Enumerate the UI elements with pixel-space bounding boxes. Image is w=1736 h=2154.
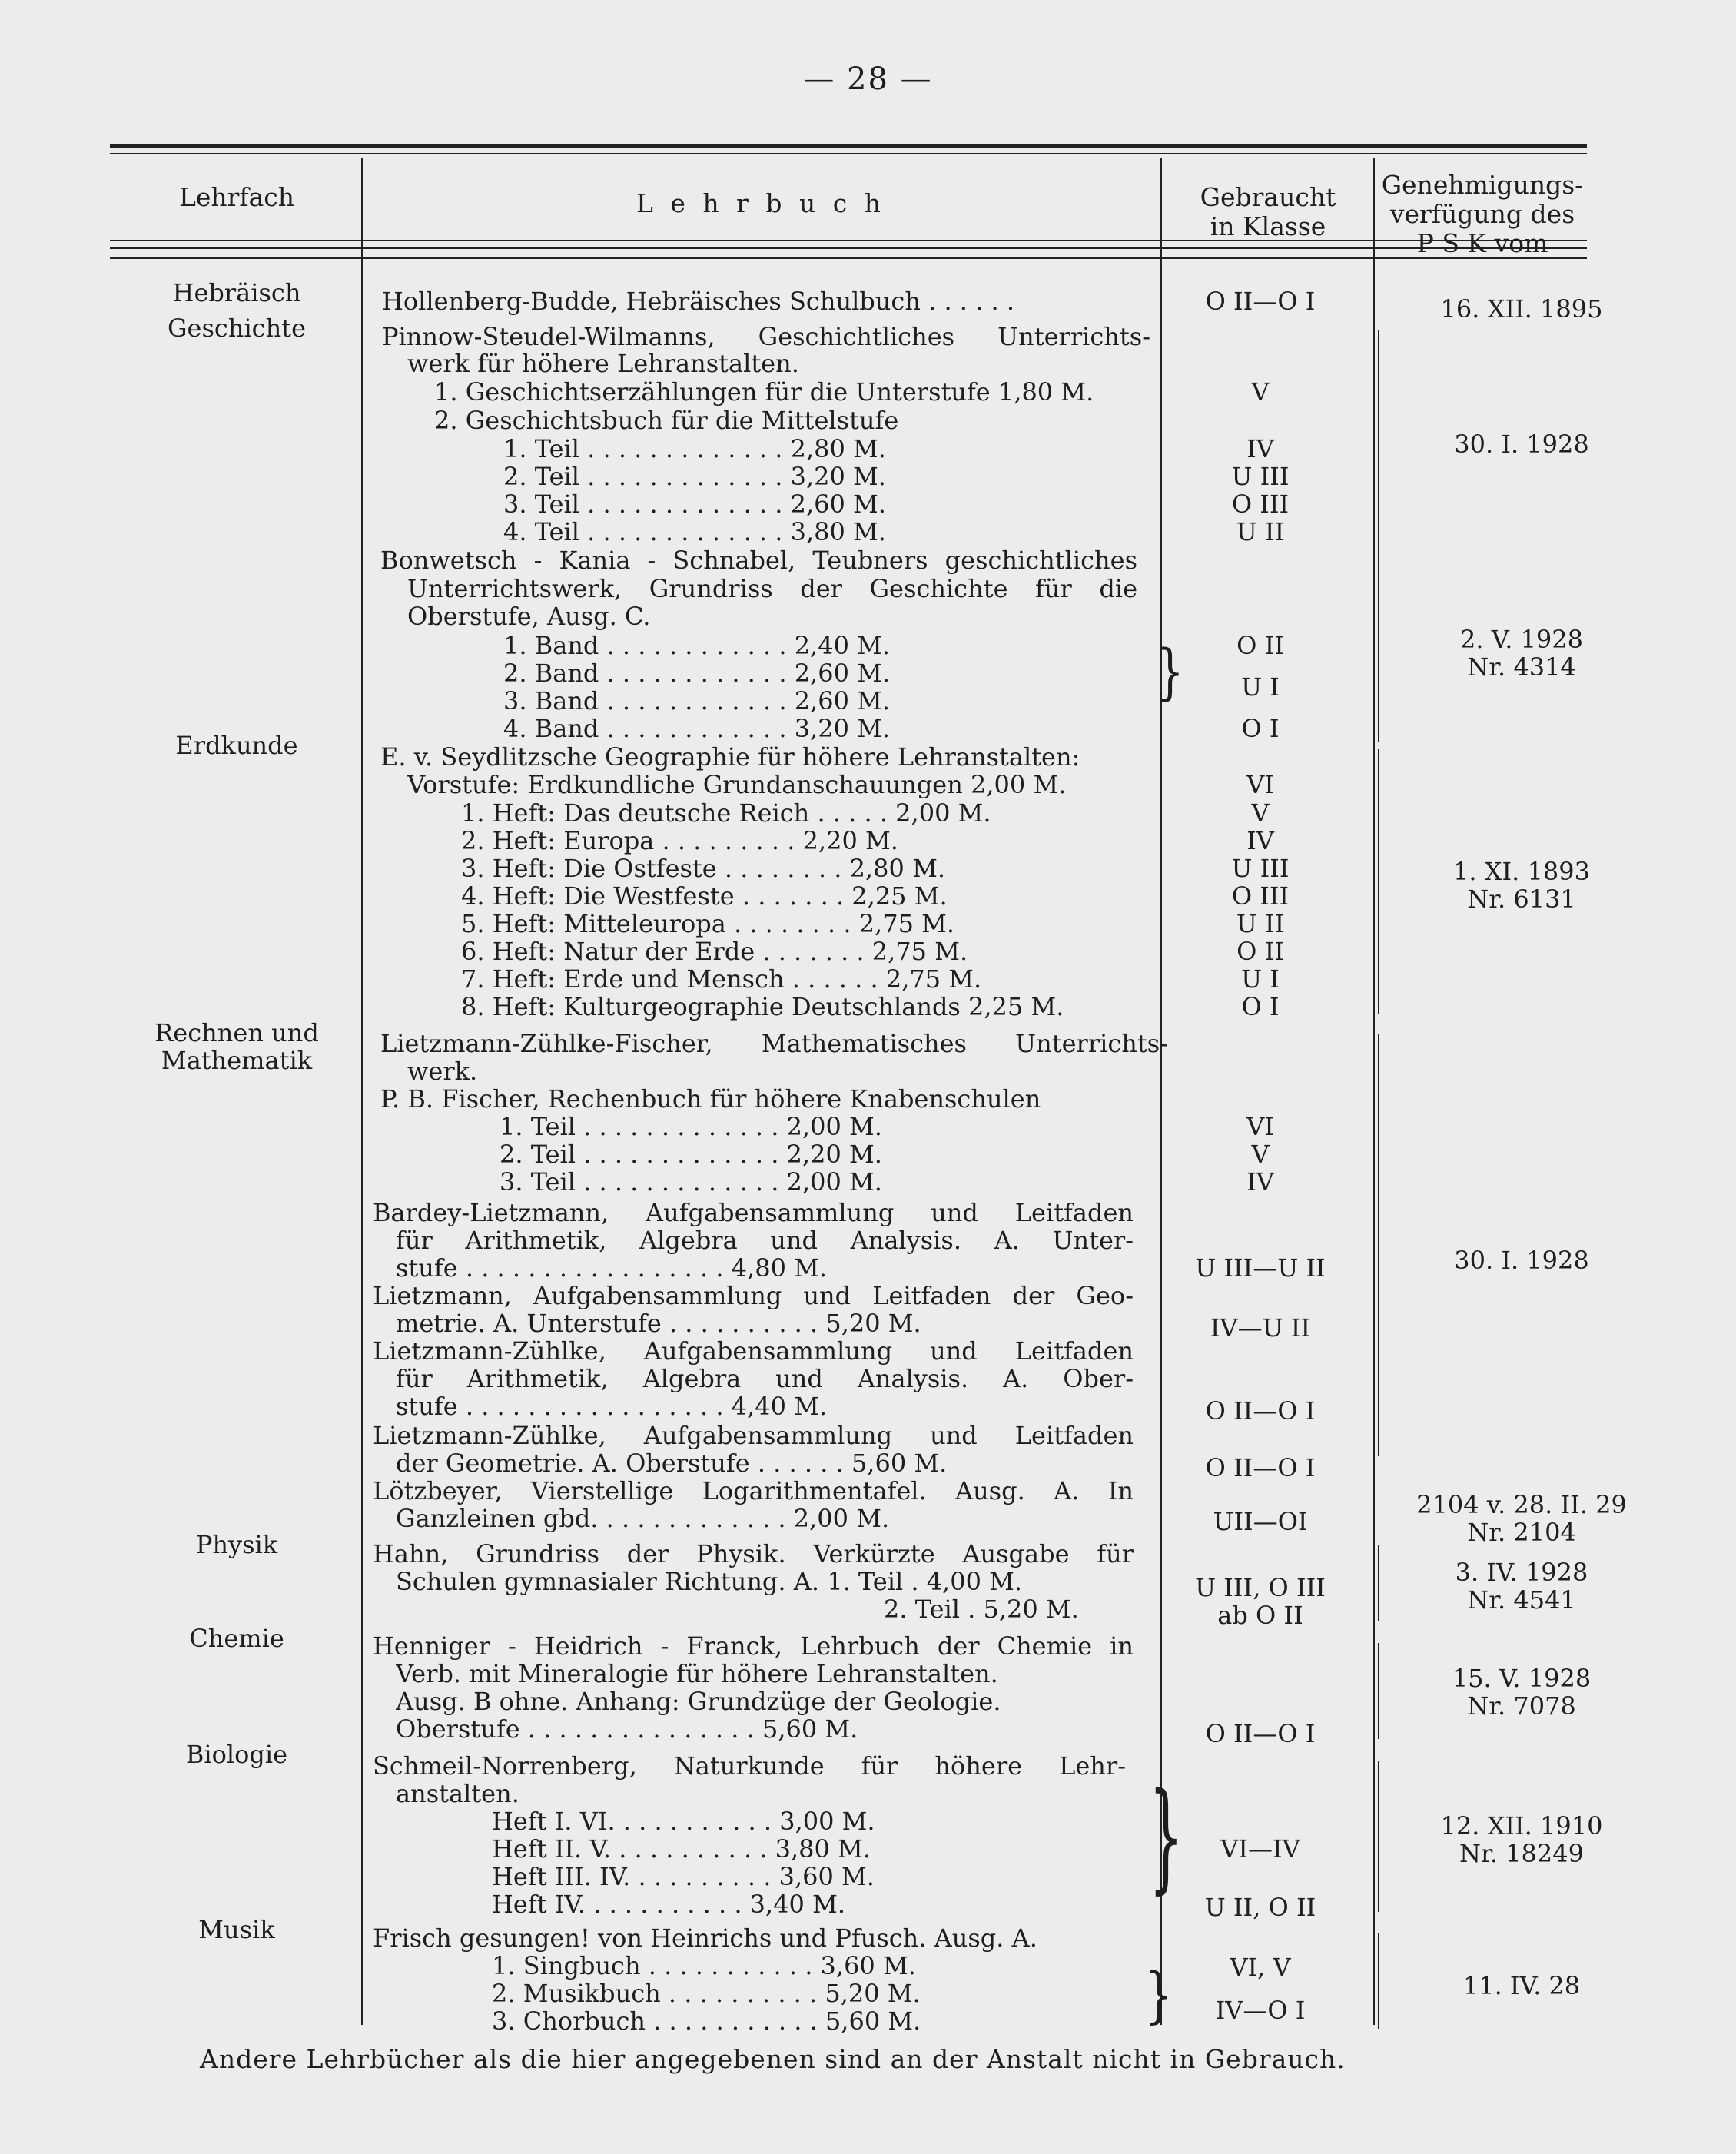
class-cell: IV	[1246, 826, 1274, 855]
date-cell: Nr. 4314	[1467, 652, 1576, 682]
subject-rechnen: Rechnen und	[154, 1018, 319, 1047]
textbook-line: Ganzleinen gbd. . . . . . . . . . . . . 2,00 M.	[396, 1505, 890, 1532]
textbook-line: 1. Teil . . . . . . . . . . . . . 2,00 M.	[500, 1113, 882, 1140]
class-cell: U II	[1236, 517, 1285, 546]
textbook-line: P. B. Fischer, Rechenbuch für höhere Knabenschulen	[380, 1085, 1041, 1113]
class-cell: UII—OI	[1213, 1507, 1308, 1536]
top-rule-thin	[110, 153, 1587, 154]
date-cell: Nr. 7078	[1467, 1691, 1576, 1721]
brace-icon: }	[1149, 1767, 1183, 1907]
class-cell: O II—O I	[1205, 287, 1316, 316]
class-cell: V	[1251, 1140, 1270, 1169]
textbook-line: 4. Heft: Die Westfeste . . . . . . . 2,25 M.	[461, 882, 948, 910]
textbook-line: Lietzmann-Zühlke-Fischer, Mathematisches Unterrichts-	[380, 1030, 1168, 1057]
textbook-line: 2. Musikbuch . . . . . . . . . . 5,20 M.	[492, 1980, 921, 2007]
textbook-line: Bonwetsch - Kania - Schnabel, Teubners geschichtliches	[380, 546, 1137, 574]
top-rule-thick	[110, 144, 1587, 148]
textbook-line: anstalten.	[396, 1780, 519, 1807]
class-cell: IV—O I	[1215, 1996, 1306, 2025]
date-cell: 3. IV. 1928	[1455, 1558, 1588, 1587]
textbook-line: 8. Heft: Kulturgeographie Deutschlands 2,25 M.	[461, 993, 1064, 1021]
textbook-line: der Geometrie. A. Oberstufe . . . . . . 5,60 M.	[396, 1449, 948, 1477]
textbook-line: 3. Chorbuch . . . . . . . . . . . 5,60 M.	[492, 2007, 921, 2035]
textbook-line: Pinnow-Steudel-Wilmanns, Geschichtliches Unterrichts-	[382, 323, 1150, 350]
subject-geschichte: Geschichte	[167, 314, 306, 343]
textbook-line: 2. Teil . 5,20 M.	[884, 1595, 1079, 1623]
date-cell: Nr. 6131	[1467, 885, 1576, 914]
header-rule-1	[110, 240, 1587, 241]
class-cell: IV	[1246, 434, 1274, 463]
textbook-line: Lötzbeyer, Vierstellige Logarithmentafel. Ausg. A. In	[373, 1477, 1134, 1505]
date-cell: 12. XII. 1910	[1440, 1811, 1603, 1840]
bracket-line	[1378, 1034, 1379, 1456]
textbook-line: E. v. Seydlitzsche Geographie für höhere Lehranstalten:	[380, 743, 1080, 771]
textbook-line: 1. Band . . . . . . . . . . . . 2,40 M.	[503, 632, 891, 659]
class-cell: VI	[1246, 1112, 1274, 1141]
textbook-line: Verb. mit Mineralogie für höhere Lehranstalten.	[396, 1660, 998, 1688]
textbook-line: Lietzmann, Aufgabensammlung und Leitfaden der Geo-	[373, 1282, 1134, 1309]
class-cell: VI, V	[1230, 1953, 1291, 1982]
class-cell: V	[1251, 377, 1270, 407]
textbook-line: werk für höhere Lehranstalten.	[407, 350, 799, 377]
textbook-line: Henniger - Heidrich - Franck, Lehrbuch der Chemie in	[373, 1632, 1134, 1660]
class-cell: O II	[1236, 631, 1284, 660]
textbook-line: 3. Teil . . . . . . . . . . . . . 2,00 M.	[500, 1168, 882, 1196]
date-cell: 16. XII. 1895	[1440, 294, 1603, 324]
textbook-line: Heft I. VI. . . . . . . . . . . 3,00 M.	[492, 1807, 875, 1835]
date-cell: 11. IV. 28	[1462, 1971, 1581, 2000]
textbook-line: 5. Heft: Mitteleuropa . . . . . . . . 2,75 M.	[461, 910, 955, 938]
textbook-line: Bardey-Lietzmann, Aufgabensammlung und Leitfaden	[373, 1199, 1134, 1226]
textbook-line: Oberstufe, Ausg. C.	[407, 602, 651, 630]
textbook-line: Lietzmann-Zühlke, Aufgabensammlung und Leitfaden	[373, 1337, 1134, 1365]
class-cell: U III	[1231, 462, 1290, 491]
textbook-line: 1. Heft: Das deutsche Reich . . . . . 2,00 M.	[461, 799, 991, 827]
textbook-line: Schulen gymnasialer Richtung. A. 1. Teil . 4,00 M.	[396, 1568, 1023, 1595]
class-cell: U II, O II	[1204, 1893, 1316, 1922]
textbook-line: 7. Heft: Erde und Mensch . . . . . . 2,75 M.	[461, 965, 982, 993]
textbook-line: 6. Heft: Natur der Erde . . . . . . . 2,75 M.	[461, 938, 968, 965]
class-cell: O I	[1241, 992, 1280, 1021]
textbook-line: werk.	[407, 1057, 478, 1085]
textbook-line: 1. Geschichtserzählungen für die Unterstufe 1,80 M.	[434, 378, 1094, 406]
textbook-line: 2. Teil . . . . . . . . . . . . . 2,20 M.	[500, 1140, 882, 1168]
class-cell: O II	[1236, 937, 1284, 966]
class-cell: O II—O I	[1205, 1719, 1316, 1748]
class-cell: O II—O I	[1205, 1396, 1316, 1425]
date-cell: 30. I. 1928	[1454, 430, 1589, 459]
textbook-line: 1. Singbuch . . . . . . . . . . . 3,60 M.	[492, 1952, 916, 1980]
brace-icon: }	[1157, 637, 1184, 708]
textbook-line: 2. Heft: Europa . . . . . . . . . 2,20 M.	[461, 827, 898, 855]
date-cell: 2104 v. 28. II. 29	[1416, 1490, 1627, 1519]
class-cell: U II	[1236, 909, 1285, 938]
textbook-line: Heft II. V. . . . . . . . . . . 3,80 M.	[492, 1835, 871, 1863]
subject-musik: Musik	[198, 1915, 275, 1944]
textbook-line: stufe . . . . . . . . . . . . . . . . . 4,80 M.	[396, 1254, 828, 1282]
date-cell: Nr. 18249	[1459, 1839, 1584, 1868]
textbook-line: 2. Geschichtsbuch für die Mittelstufe	[434, 407, 899, 434]
textbook-line: Heft IV. . . . . . . . . . . 3,40 M.	[492, 1890, 846, 1918]
textbook-line: 2. Band . . . . . . . . . . . . 2,60 M.	[503, 659, 891, 687]
date-cell: Nr. 2104	[1467, 1518, 1576, 1547]
textbook-line: 4. Teil . . . . . . . . . . . . . 3,80 M.	[503, 518, 886, 546]
class-cell: O III	[1231, 490, 1290, 519]
textbook-line: 4. Band . . . . . . . . . . . . 3,20 M.	[503, 715, 891, 742]
header-subject: Lehrfach	[178, 182, 295, 212]
textbook-line: Hahn, Grundriss der Physik. Verkürzte Ausgabe für	[373, 1540, 1134, 1568]
textbook-line: Vorstufe: Erdkundliche Grundanschauungen 2,00 M.	[407, 771, 1067, 798]
header-class: Gebraucht in Klasse	[1200, 182, 1336, 241]
textbook-line: 3. Heft: Die Ostfeste . . . . . . . . 2,80 M.	[461, 855, 945, 882]
header-rule-3	[110, 257, 1587, 259]
date-cell: 15. V. 1928	[1452, 1664, 1592, 1693]
textbook-line: Ausg. B ohne. Anhang: Grundzüge der Geologie.	[396, 1688, 1001, 1715]
page-number: — 28 —	[803, 61, 933, 97]
class-cell: IV	[1246, 1167, 1274, 1196]
class-cell: VI—IV	[1220, 1834, 1300, 1864]
textbook-line: 3. Band . . . . . . . . . . . . 2,60 M.	[503, 687, 891, 715]
class-cell: O III	[1231, 881, 1290, 911]
header-approval: Genehmigungs-verfügung des P S K vom	[1381, 170, 1584, 258]
textbook-line: stufe . . . . . . . . . . . . . . . . . 4,40 M.	[396, 1392, 828, 1420]
subject-chemie: Chemie	[189, 1624, 284, 1653]
header-rule-2	[110, 247, 1587, 249]
class-cell: VI	[1246, 770, 1274, 799]
brace-icon: }	[1145, 1960, 1173, 2031]
class-cell: O I	[1241, 714, 1280, 743]
class-cell: U III, O III	[1195, 1573, 1326, 1602]
textbook-line: Lietzmann-Zühlke, Aufgabensammlung und Leitfaden	[373, 1422, 1134, 1449]
date-cell: Nr. 4541	[1467, 1585, 1576, 1615]
textbook-line: Schmeil-Norrenberg, Naturkunde für höhere Lehr-	[373, 1752, 1126, 1780]
textbook-line: Unterrichtswerk, Grundriss der Geschichte für die	[407, 575, 1137, 602]
header-textbook: L e h r b u c h	[636, 188, 885, 218]
column-divider-1	[361, 158, 363, 2025]
footer-note: Andere Lehrbücher als die hier angegebenen sind an der Anstalt nicht in Gebrauch.	[200, 2044, 1346, 2074]
textbook-line: Heft III. IV. . . . . . . . . . 3,60 M.	[492, 1863, 875, 1890]
class-cell: U I	[1241, 964, 1280, 994]
class-cell: U I	[1241, 672, 1280, 702]
subject-biologie: Biologie	[185, 1740, 288, 1769]
textbook-line: Frisch gesungen! von Heinrichs und Pfusch. Ausg. A.	[373, 1924, 1037, 1952]
subject-erdkunde: Erdkunde	[175, 731, 298, 760]
subject-mathematik: Mathematik	[161, 1046, 313, 1075]
class-cell: U III—U II	[1195, 1253, 1326, 1283]
textbook-line: 3. Teil . . . . . . . . . . . . . 2,60 M.	[503, 490, 886, 518]
class-cell: U III	[1231, 854, 1290, 883]
date-cell: 1. XI. 1893	[1453, 857, 1590, 886]
subject-physik: Physik	[195, 1530, 278, 1559]
class-cell: O II—O I	[1205, 1453, 1316, 1482]
date-cell: 2. V. 1928	[1460, 625, 1583, 654]
class-cell: IV—U II	[1210, 1313, 1311, 1343]
textbook-line: metrie. A. Unterstufe . . . . . . . . . . 5,20 M.	[396, 1309, 921, 1337]
textbook-line: 1. Teil . . . . . . . . . . . . . 2,80 M.	[503, 435, 886, 463]
class-cell: V	[1251, 798, 1270, 828]
textbook-line: für Arithmetik, Algebra und Analysis. A. Ober-	[396, 1365, 1134, 1392]
textbook-line: Oberstufe . . . . . . . . . . . . . . . 5,60 M.	[396, 1715, 858, 1743]
subject-hebraeisch: Hebräisch	[172, 278, 301, 307]
date-cell: 30. I. 1928	[1454, 1246, 1589, 1275]
textbook-line: 2. Teil . . . . . . . . . . . . . 3,20 M.	[503, 463, 886, 490]
textbook-line: Hollenberg-Budde, Hebräisches Schulbuch . . . . . .	[382, 287, 1014, 315]
textbook-line: für Arithmetik, Algebra und Analysis. A. Unter-	[396, 1226, 1134, 1254]
class-cell: ab O II	[1217, 1601, 1303, 1630]
